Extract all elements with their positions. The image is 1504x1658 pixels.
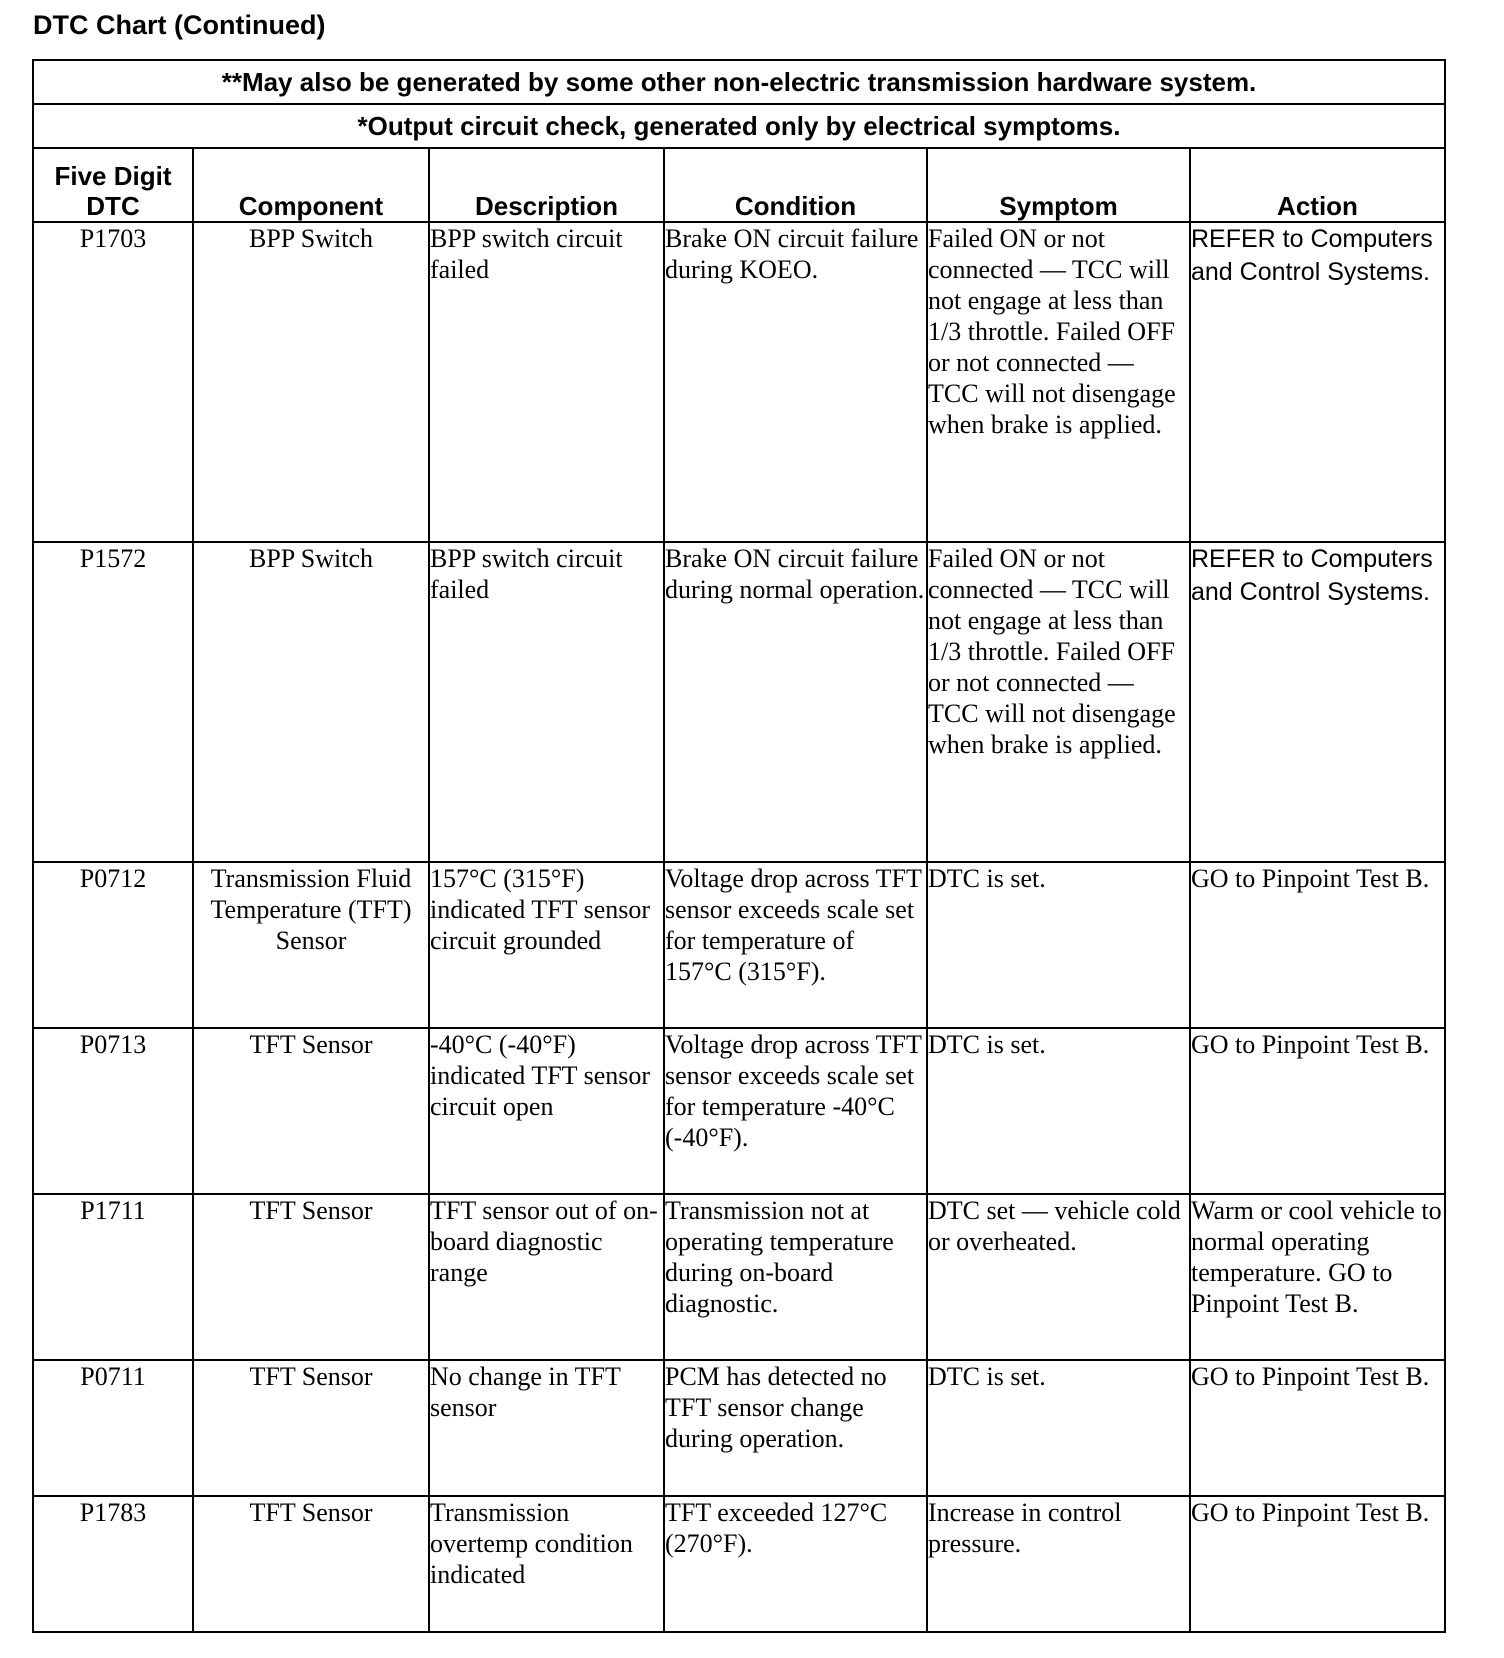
header-dtc-line1: Five Digit bbox=[54, 161, 172, 191]
cell-condition: Brake ON circuit failure during KOEO. bbox=[664, 222, 927, 542]
cell-action: GO to Pinpoint Test B. bbox=[1190, 1496, 1445, 1632]
table-row bbox=[33, 1360, 1445, 1496]
cell-description: No change in TFT sensor bbox=[429, 1360, 664, 1496]
cell-dtc: P0712 bbox=[33, 862, 193, 1028]
note-row bbox=[33, 104, 1445, 148]
cell-dtc: P1572 bbox=[33, 542, 193, 862]
header-row bbox=[33, 148, 1445, 222]
cell-action: GO to Pinpoint Test B. bbox=[1190, 1360, 1445, 1496]
cell-component: Transmission Fluid Temperature (TFT) Sensor bbox=[193, 862, 429, 1028]
cell-dtc: P1711 bbox=[33, 1194, 193, 1360]
cell-condition: PCM has detected no TFT sensor change during operation. bbox=[664, 1360, 927, 1496]
cell-condition: Brake ON circuit failure during normal operation. bbox=[664, 542, 927, 862]
cell-description: 157°C (315°F) indicated TFT sensor circuit grounded bbox=[429, 862, 664, 1028]
cell-action: Warm or cool vehicle to normal operating temperature. GO to Pinpoint Test B. bbox=[1190, 1194, 1445, 1360]
cell-description: TFT sensor out of on-board diagnostic range bbox=[429, 1194, 664, 1360]
table-row bbox=[33, 862, 1445, 1028]
header-dtc-line2: DTC bbox=[86, 191, 140, 221]
cell-component: TFT Sensor bbox=[193, 1028, 429, 1194]
cell-condition: Transmission not at operating temperature during on-board diagnostic. bbox=[664, 1194, 927, 1360]
cell-component: TFT Sensor bbox=[193, 1496, 429, 1632]
cell-symptom: DTC is set. bbox=[927, 1360, 1190, 1496]
cell-description: BPP switch circuit failed bbox=[429, 222, 664, 542]
cell-dtc: P1703 bbox=[33, 222, 193, 542]
header-action: Action bbox=[1190, 148, 1445, 222]
table-row bbox=[33, 542, 1445, 862]
note-output-circuit: *Output circuit check, generated only by electrical symptoms. bbox=[33, 104, 1445, 148]
cell-component: TFT Sensor bbox=[193, 1360, 429, 1496]
note-hardware: **May also be generated by some other non-electric transmission hardware system. bbox=[33, 60, 1445, 104]
table-row bbox=[33, 222, 1445, 542]
cell-dtc: P0711 bbox=[33, 1360, 193, 1496]
dtc-table bbox=[32, 59, 1446, 1633]
cell-symptom: DTC is set. bbox=[927, 1028, 1190, 1194]
cell-action: REFER to Computers and Control Systems. bbox=[1190, 542, 1445, 862]
cell-condition: Voltage drop across TFT sensor exceeds scale set for temperature of 157°C (315°F). bbox=[664, 862, 927, 1028]
header-condition: Condition bbox=[664, 148, 927, 222]
page-title: DTC Chart (Continued) bbox=[33, 10, 326, 40]
cell-dtc: P1783 bbox=[33, 1496, 193, 1632]
cell-action: GO to Pinpoint Test B. bbox=[1190, 862, 1445, 1028]
cell-symptom: Failed ON or not connected — TCC will not engage at less than 1/3 throttle. Failed OFF or not connected — TCC will not disengage when brake is applied. bbox=[927, 222, 1190, 542]
cell-condition: TFT exceeded 127°C (270°F). bbox=[664, 1496, 927, 1632]
cell-description: Transmission overtemp condition indicated bbox=[429, 1496, 664, 1632]
note-row bbox=[33, 60, 1445, 104]
cell-symptom: DTC is set. bbox=[927, 862, 1190, 1028]
cell-symptom: Increase in control pressure. bbox=[927, 1496, 1190, 1632]
cell-action: GO to Pinpoint Test B. bbox=[1190, 1028, 1445, 1194]
header-dtc bbox=[33, 148, 193, 222]
cell-component: BPP Switch bbox=[193, 542, 429, 862]
cell-symptom: Failed ON or not connected — TCC will not engage at less than 1/3 throttle. Failed OFF or not connected — TCC will not disengage when brake is applied. bbox=[927, 542, 1190, 862]
table-row bbox=[33, 1496, 1445, 1632]
cell-condition: Voltage drop across TFT sensor exceeds scale set for temperature -40°C (-40°F). bbox=[664, 1028, 927, 1194]
header-symptom: Symptom bbox=[927, 148, 1190, 222]
cell-description: -40°C (-40°F) indicated TFT sensor circuit open bbox=[429, 1028, 664, 1194]
cell-dtc: P0713 bbox=[33, 1028, 193, 1194]
cell-component: TFT Sensor bbox=[193, 1194, 429, 1360]
header-component: Component bbox=[193, 148, 429, 222]
cell-description: BPP switch circuit failed bbox=[429, 542, 664, 862]
cell-action: REFER to Computers and Control Systems. bbox=[1190, 222, 1445, 542]
cell-symptom: DTC set — vehicle cold or overheated. bbox=[927, 1194, 1190, 1360]
cell-component: BPP Switch bbox=[193, 222, 429, 542]
header-description: Description bbox=[429, 148, 664, 222]
table-row bbox=[33, 1194, 1445, 1360]
table-row bbox=[33, 1028, 1445, 1194]
